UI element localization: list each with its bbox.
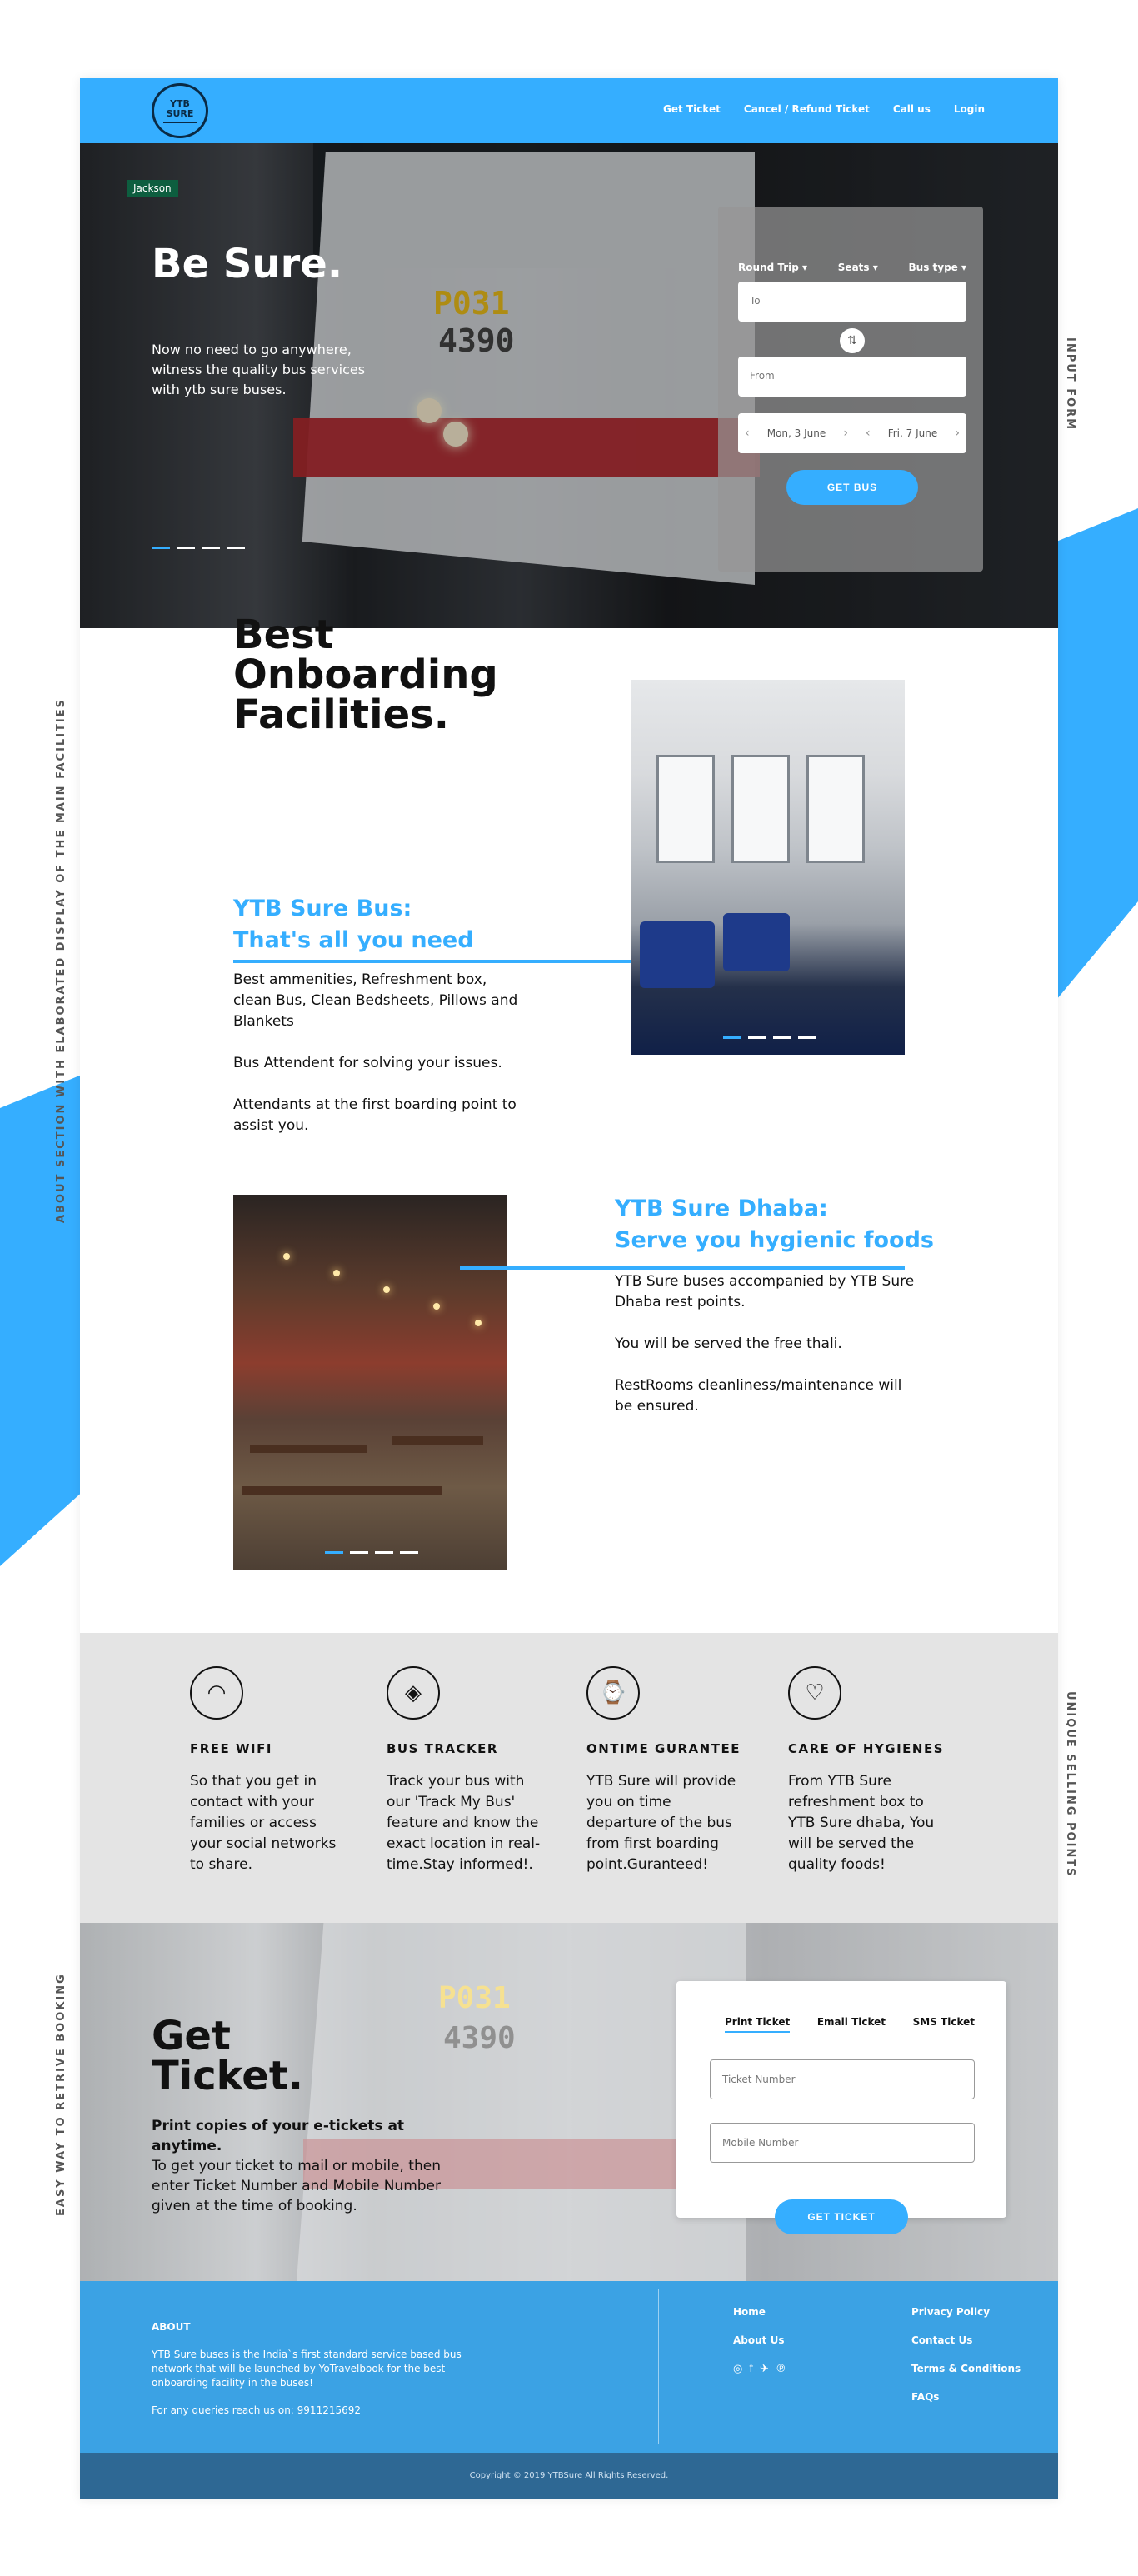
- footer-social: [733, 2363, 786, 2375]
- get-ticket-button[interactable]: GET TICKET: [775, 2199, 908, 2234]
- bus-heading-line2: That's all you need: [233, 927, 474, 953]
- bus-heading: [233, 893, 474, 956]
- get-bus-button[interactable]: GET BUS: [786, 470, 918, 505]
- footer-link-terms[interactable]: Terms & Conditions: [911, 2363, 1021, 2374]
- dhaba-light: [475, 1320, 482, 1326]
- chevron-left-icon[interactable]: ‹: [745, 427, 750, 440]
- ticket-retrieve-form: [676, 1981, 1006, 2223]
- dhaba-table: [392, 1436, 483, 1445]
- footer-link-contact[interactable]: Contact Us: [911, 2334, 973, 2346]
- usp-title: BUS TRACKER: [387, 1741, 498, 1756]
- footer-link-home[interactable]: Home: [733, 2306, 766, 2318]
- train-seat: [640, 921, 715, 988]
- compass-icon: ◈: [387, 1666, 440, 1720]
- dhaba-light: [333, 1270, 340, 1276]
- footer-about-text: YTB Sure buses is the India`s first standard service based bus network that will be launched by YoTravelbook for the best onboarding facility in the buses!: [152, 2349, 462, 2389]
- decorative-band-left: [0, 1075, 82, 1566]
- bus-paragraph: Bus Attendent for solving your issues.: [233, 1055, 502, 1071]
- watch-icon: ⌚: [586, 1666, 640, 1720]
- footer-link-about[interactable]: About Us: [733, 2334, 785, 2346]
- dhaba-paragraph: RestRooms cleanliness/maintenance will be ensured.: [615, 1377, 902, 1415]
- instagram-icon[interactable]: ◎: [733, 2363, 743, 2375]
- usp-text: From YTB Sure refreshment box to YTB Sure dhaba, You will be served the quality foods!: [788, 1773, 935, 1873]
- logo-text-top: YTB: [170, 97, 190, 109]
- carousel-dot[interactable]: [152, 547, 170, 549]
- footer-link-faqs[interactable]: FAQs: [911, 2391, 940, 2403]
- logo-underline: [163, 122, 197, 123]
- dhaba-paragraph: YTB Sure buses accompanied by YTB Sure Dhaba rest points.: [615, 1273, 915, 1310]
- bus-heading-underline: [233, 960, 666, 963]
- date-picker-row: [738, 413, 966, 453]
- nav-get-ticket[interactable]: Get Ticket: [663, 103, 721, 115]
- hero-bus-route-sign: P031: [433, 285, 510, 322]
- carousel-dot[interactable]: [177, 547, 195, 549]
- usp-item-tracker: [387, 1666, 545, 1875]
- bus-paragraph: Best ammenities, Refreshment box, clean Bus, Clean Bedsheets, Pillows and Blankets: [233, 971, 518, 1030]
- bus-search-form: [718, 207, 983, 572]
- usp-item-ontime: [586, 1666, 745, 1875]
- to-input[interactable]: To: [738, 282, 966, 322]
- depart-date[interactable]: Mon, 3 June: [766, 427, 826, 439]
- hero-title: Be Sure.: [152, 241, 343, 287]
- hero-section: [80, 143, 1058, 628]
- dhaba-photo: [233, 1195, 507, 1570]
- chevron-left-icon[interactable]: ‹: [866, 427, 871, 440]
- usp-text: Track your bus with our 'Track My Bus' feature and know the exact location in real-time.Stay informed!.: [387, 1773, 541, 1873]
- ticket-subtitle-bold: Print copies of your e-tickets at anytime.: [152, 2118, 405, 2154]
- dhaba-heading-underline: [460, 1266, 905, 1270]
- copyright-bar: Copyright © 2019 YTBSure All Rights Reserved.: [80, 2453, 1058, 2499]
- seats-select[interactable]: Seats ▾: [837, 262, 878, 273]
- carousel-dot[interactable]: [202, 547, 220, 549]
- dhaba-table: [242, 1486, 442, 1495]
- bus-heading-line1: YTB Sure Bus:: [233, 896, 412, 921]
- footer-links-col2: [911, 2306, 1021, 2403]
- tab-sms-ticket[interactable]: SMS Ticket: [912, 2016, 975, 2028]
- get-ticket-section: [80, 1923, 1058, 2281]
- dhaba-heading: [615, 1193, 934, 1256]
- usp-title: CARE OF HYGIENES: [788, 1741, 945, 1756]
- bus-type-label: Bus type: [908, 262, 958, 273]
- seats-label: Seats: [837, 262, 870, 273]
- wifi-icon: ◠: [190, 1666, 243, 1720]
- train-window: [731, 755, 790, 863]
- ticket-tabs: [725, 2016, 975, 2033]
- site-logo[interactable]: [152, 83, 208, 138]
- side-label-usp: UNIQUE SELLING POINTS: [1064, 1691, 1076, 1878]
- bus-interior-photo: [631, 680, 905, 1055]
- hero-carousel-dots: [152, 547, 245, 549]
- bus-description: [233, 970, 525, 1157]
- carousel-dot[interactable]: [723, 1036, 741, 1039]
- trip-type-select[interactable]: Round Trip ▾: [738, 262, 808, 273]
- usp-title: FREE WIFI: [190, 1741, 272, 1756]
- twitter-icon[interactable]: ✈: [759, 2363, 769, 2375]
- side-label-about: ABOUT SECTION WITH ELABORATED DISPLAY OF THE MAIN FACILITIES: [55, 698, 67, 1223]
- facilities-title: Best Onboarding Facilities.: [233, 612, 498, 738]
- dhaba-light: [383, 1286, 390, 1293]
- dhaba-description: [615, 1271, 915, 1438]
- side-label-retrieve: EASY WAY TO RETRIVE BOOKING: [55, 1973, 67, 2216]
- site-footer: [80, 2281, 1058, 2453]
- ticket-subtitle-text: To get your ticket to mail or mobile, then enter Ticket Number and Mobile Number given at the time of booking.: [152, 2158, 441, 2214]
- carousel-dot[interactable]: [798, 1036, 816, 1039]
- usp-item-hygiene: [788, 1666, 946, 1875]
- swap-icon[interactable]: ⇅: [840, 328, 865, 353]
- hero-bus-number-sign: 4390: [438, 322, 515, 359]
- page-frame: [80, 78, 1058, 2499]
- carousel-dot[interactable]: [227, 547, 245, 549]
- facebook-icon[interactable]: f: [749, 2363, 753, 2375]
- street-sign: Jackson: [127, 180, 178, 197]
- footer-link-privacy[interactable]: Privacy Policy: [911, 2306, 991, 2318]
- mobile-number-input[interactable]: Mobile Number: [710, 2123, 975, 2163]
- trip-type-label: Round Trip: [738, 262, 799, 273]
- footer-divider: [658, 2289, 659, 2444]
- footer-links-col1: [733, 2306, 784, 2346]
- footer-query: For any queries reach us on: 9911215692: [152, 2404, 362, 2416]
- dhaba-paragraph: You will be served the free thali.: [615, 1335, 842, 1352]
- site-header: [80, 78, 1058, 143]
- train-window: [656, 755, 715, 863]
- dhaba-light: [433, 1303, 440, 1310]
- dhaba-photo-dots: [325, 1551, 418, 1554]
- hero-subtitle: Now no need to go anywhere, witness the quality bus services with ytb sure buses.: [152, 342, 366, 397]
- dhaba-heading-line2: Serve you hygienic foods: [615, 1227, 934, 1253]
- chevron-right-icon[interactable]: ›: [955, 427, 960, 440]
- carousel-dot[interactable]: [773, 1036, 791, 1039]
- usp-text: YTB Sure will provide you on time departure of the bus from first boarding point.Guranteed!: [586, 1773, 736, 1873]
- nav-call-us[interactable]: Call us: [892, 103, 931, 115]
- train-seat: [723, 913, 790, 971]
- usp-section: [80, 1633, 1058, 1923]
- form-options: [738, 262, 966, 273]
- pinterest-icon[interactable]: ℗: [775, 2363, 786, 2375]
- usp-title: ONTIME GURANTEE: [586, 1741, 741, 1756]
- chevron-right-icon[interactable]: ›: [843, 427, 848, 440]
- usp-text: So that you get in contact with your families or access your social networks to share.: [190, 1773, 337, 1873]
- ticket-bus-route-sign: P031: [438, 1981, 511, 2015]
- return-date[interactable]: Fri, 7 June: [887, 427, 938, 439]
- side-label-input-form: INPUT FORM: [1064, 337, 1076, 432]
- bus-type-select[interactable]: Bus type ▾: [908, 262, 966, 273]
- dhaba-light: [283, 1253, 290, 1260]
- carousel-dot[interactable]: [350, 1551, 368, 1554]
- nav-login[interactable]: Login: [953, 103, 985, 115]
- ticket-number-input[interactable]: Ticket Number: [710, 2059, 975, 2099]
- from-input[interactable]: From: [738, 357, 966, 397]
- bus-photo-dots: [723, 1036, 816, 1039]
- usp-item-wifi: [190, 1666, 348, 1875]
- carousel-dot[interactable]: [400, 1551, 418, 1554]
- nav-cancel-refund[interactable]: Cancel / Refund Ticket: [743, 103, 870, 115]
- carousel-dot[interactable]: [325, 1551, 343, 1554]
- ticket-title: Get Ticket.: [152, 2013, 304, 2099]
- ticket-subtitle: [152, 2116, 460, 2216]
- ticket-bus-number-sign: 4390: [443, 2021, 516, 2055]
- carousel-dot[interactable]: [375, 1551, 393, 1554]
- tab-print-ticket[interactable]: Print Ticket: [725, 2016, 790, 2033]
- bus-paragraph: Attendants at the first boarding point to assist you.: [233, 1096, 517, 1134]
- heart-icon: ♡: [788, 1666, 841, 1720]
- footer-about-heading: ABOUT: [152, 2321, 191, 2333]
- tab-email-ticket[interactable]: Email Ticket: [816, 2016, 886, 2028]
- train-window: [806, 755, 865, 863]
- decorative-band-right: [1056, 508, 1138, 1000]
- logo-text-bottom: SURE: [166, 107, 194, 119]
- carousel-dot[interactable]: [748, 1036, 766, 1039]
- dhaba-table: [250, 1445, 367, 1453]
- main-nav: [663, 103, 985, 115]
- dhaba-heading-line1: YTB Sure Dhaba:: [615, 1196, 828, 1221]
